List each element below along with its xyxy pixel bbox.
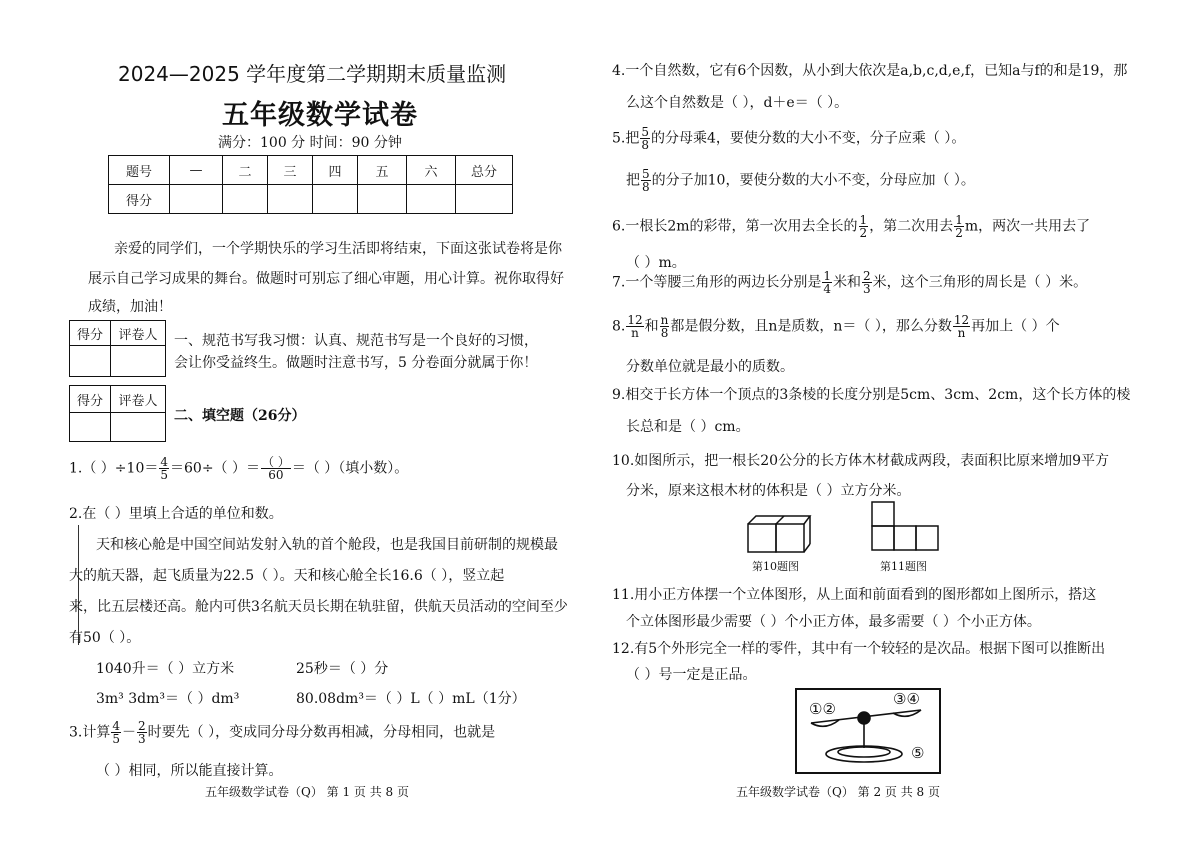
q2-blank: 3m³ 3dm³＝（ ）dm³ — [96, 691, 240, 707]
section1-line: 一、规范书写我习惯：认真、规范书写是一个良好的习惯， — [174, 333, 538, 349]
intro-line: 成绩，加油！ — [88, 299, 172, 315]
question-3 — [69, 720, 495, 745]
question-12-line: 12.有5个外形完全一样的零件，其中有一个较轻的是次品。根据下图可以推断出 — [612, 641, 1106, 657]
grader-cell[interactable] — [70, 413, 111, 442]
page-footer-left: 五年级数学试卷（Q） 第 1 页 共 8 页 — [205, 785, 409, 799]
score-cell[interactable] — [456, 185, 513, 214]
score-table — [108, 155, 513, 214]
grader-cell[interactable] — [111, 413, 166, 442]
q7-part: 7.一个等腰三角形的两边长分别是 — [612, 274, 822, 291]
fraction: $\frac{2}{3}$ — [138, 719, 146, 746]
fraction: $\frac{12}{n}$ — [953, 313, 970, 340]
fraction: $\frac{4}{5}$ — [112, 719, 120, 746]
fraction: $\frac{5}{8}$ — [642, 167, 650, 194]
score-header: 题号 — [109, 156, 170, 185]
score-header: 四 — [313, 156, 358, 185]
question-7 — [612, 270, 1087, 295]
figure-11-caption: 第11题图 — [880, 560, 927, 573]
grader-box-1 — [69, 320, 166, 377]
q2-blank: 25秒＝（ ）分 — [296, 661, 389, 677]
q7-part: 米，这个三角形的周长是（ ）米。 — [872, 274, 1088, 291]
score-row-label: 得分 — [109, 185, 170, 214]
score-cell[interactable] — [407, 185, 456, 214]
fraction: $\frac{1}{4}$ — [823, 269, 831, 296]
score-header: 五 — [358, 156, 407, 185]
section1-line: 会让你受益终生。做题时注意书写，5 分卷面分就属于你！ — [174, 355, 538, 371]
q5-part: 的分子加10，要使分数的大小不变，分母应加（ ）。 — [651, 172, 975, 189]
q5-part: 把 — [626, 172, 640, 189]
q5-part: 5.把 — [612, 130, 640, 147]
figure-10-cuboid — [746, 512, 812, 554]
intro-line: 展示自己学习成果的舞台。做题时可别忘了细心审题，用心计算。祝你取得好 — [88, 271, 564, 287]
figure-11-grid — [870, 500, 942, 552]
q3-part: － — [122, 724, 136, 741]
question-10-line: 10.如图所示，把一根长20公分的长方体木材截成两段，表面积比原来增加9平方 — [612, 453, 1109, 469]
q6-part: ，第二次用去 — [869, 218, 954, 235]
fraction: $\frac{n}{8}$ — [660, 313, 669, 340]
q2-blank: 1040升＝（ ）立方米 — [96, 661, 235, 677]
score-header: — — [170, 156, 223, 185]
question-11-line: 个立体图形最少需要（ ）个小正方体，最多需要（ ）个小正方体。 — [626, 614, 1041, 630]
score-cell[interactable] — [358, 185, 407, 214]
exam-meta: 满分：100 分 时间：90 分钟 — [218, 135, 402, 151]
question-4-line: 4.一个自然数，它有6个因数，从小到大依次是a,b,c,d,e,f，已知a与f的和是19，那 — [612, 63, 1128, 79]
question-8: 8. $\frac{12}{n}$ 和 $\frac{n}{8}$ 都是假分数，且n是质数，n＝（ ），那么分数 $\frac{12}{n}$ 再加上（ ）个 — [612, 313, 1060, 340]
q8-part: 和 — [644, 318, 659, 335]
grader-header: 得分 — [70, 386, 111, 413]
grader-cell[interactable] — [70, 346, 111, 377]
question-6 — [612, 214, 1090, 239]
score-header: 总分 — [456, 156, 513, 185]
grader-cell[interactable] — [111, 346, 166, 377]
question-9-line: 长总和是（ ）cm。 — [626, 419, 750, 435]
q8-part: 再加上（ ）个 — [971, 318, 1060, 335]
question-6-line2: （ ）m。 — [626, 255, 686, 271]
q2-blank: 80.08dm³＝（ ）L（ ）mL（1分） — [296, 691, 526, 707]
q5-part: 的分母乘4，要使分数的大小不变，分子应乘（ ）。 — [651, 130, 966, 147]
question-8-line2: 分数单位就是最小的质数。 — [626, 359, 794, 375]
question-4-line: 么这个自然数是（ ），d＋e＝（ ）。 — [626, 95, 849, 111]
question-11-line: 11.用小正方体摆一个立体图形，从上面和前面看到的图形都如上图所示，搭这 — [612, 587, 1097, 603]
question-5b — [626, 168, 975, 193]
scale-right-parts: ③④ — [893, 690, 920, 708]
q6-part: 6.一根长2m的彩带，第一次用去全长的 — [612, 218, 858, 235]
q2-passage-line: 有50（ ）。 — [69, 630, 141, 646]
exam-subtitle: 五年级数学试卷 — [222, 100, 418, 131]
score-header: 三 — [268, 156, 313, 185]
question-10-line: 分米，原来这根木材的体积是（ ）立方分米。 — [626, 483, 911, 499]
score-cell[interactable] — [170, 185, 223, 214]
question-2-head: 2.在（ ）里填上合适的单位和数。 — [69, 506, 283, 522]
score-cell[interactable] — [313, 185, 358, 214]
page-footer-right: 五年级数学试卷（Q） 第 2 页 共 8 页 — [736, 785, 940, 799]
fraction: $\frac{4}{5}$ — [160, 455, 168, 482]
fraction: $\frac{1}{2}$ — [955, 213, 963, 240]
fraction: $\frac{12}{n}$ — [627, 313, 643, 340]
q1-part: 1.（ ）÷10＝ — [69, 460, 159, 477]
question-3-line2: （ ）相同，所以能直接计算。 — [96, 763, 283, 779]
fraction: $\frac{5}{8}$ — [641, 125, 649, 152]
exam-title: 2024—2025 学年度第二学期期末质量监测 — [118, 62, 507, 86]
q1-part: ＝（ ）（填小数）。 — [291, 460, 409, 477]
grader-header: 评卷人 — [111, 386, 166, 413]
score-cell[interactable] — [223, 185, 268, 214]
q3-part: 时要先（ ），变成同分母分数再相减，分母相同，也就是 — [147, 724, 496, 741]
fraction: $\frac{( )}{60}$ — [262, 455, 290, 482]
question-5a — [612, 126, 965, 151]
fraction: $\frac{1}{2}$ — [859, 213, 868, 240]
score-header: 二 — [223, 156, 268, 185]
grader-box-2 — [69, 385, 166, 442]
q2-passage-line: 来，比五层楼还高。舱内可供3名航天员长期在轨驻留，供航天员活动的空间至少 — [69, 599, 568, 615]
question-12-line: （ ）号一定是正品。 — [626, 667, 757, 683]
score-cell[interactable] — [268, 185, 313, 214]
question-1 — [69, 456, 408, 481]
scale-spare-part: ⑤ — [911, 744, 925, 762]
score-header: 六 — [407, 156, 456, 185]
q8-part: 都是假分数，且n是质数，n＝（ ），那么分数 — [670, 318, 952, 335]
intro-line: 亲爱的同学们，一个学期快乐的学习生活即将结束，下面这张试卷将是你 — [114, 241, 562, 257]
q2-passage-line: 天和核心舱是中国空间站发射入轨的首个舱段，也是我国目前研制的规模最 — [96, 537, 558, 553]
grader-header: 得分 — [70, 321, 111, 346]
grader-header: 评卷人 — [111, 321, 166, 346]
figure-10-caption: 第10题图 — [752, 560, 799, 573]
q1-part: ＝60÷（ ）＝ — [170, 460, 260, 477]
q7-part: 米和 — [833, 274, 861, 291]
q6-part: m，两次一共用去了 — [964, 218, 1091, 235]
scale-left-parts: ①② — [809, 700, 836, 718]
section2-title: 二、填空题（26分） — [174, 408, 306, 424]
q3-part: 3.计算 — [69, 724, 111, 741]
q2-passage-line: 大的航天器，起飞质量为22.5（ ）。天和核心舱全长16.6（ ），竖立起 — [69, 568, 505, 584]
fraction: $\frac{2}{3}$ — [863, 269, 871, 296]
question-9-line: 9.相交于长方体一个顶点的3条棱的长度分别是5cm、3cm、2cm，这个长方体的棱 — [612, 387, 1131, 403]
balance-scale-figure — [795, 688, 941, 774]
